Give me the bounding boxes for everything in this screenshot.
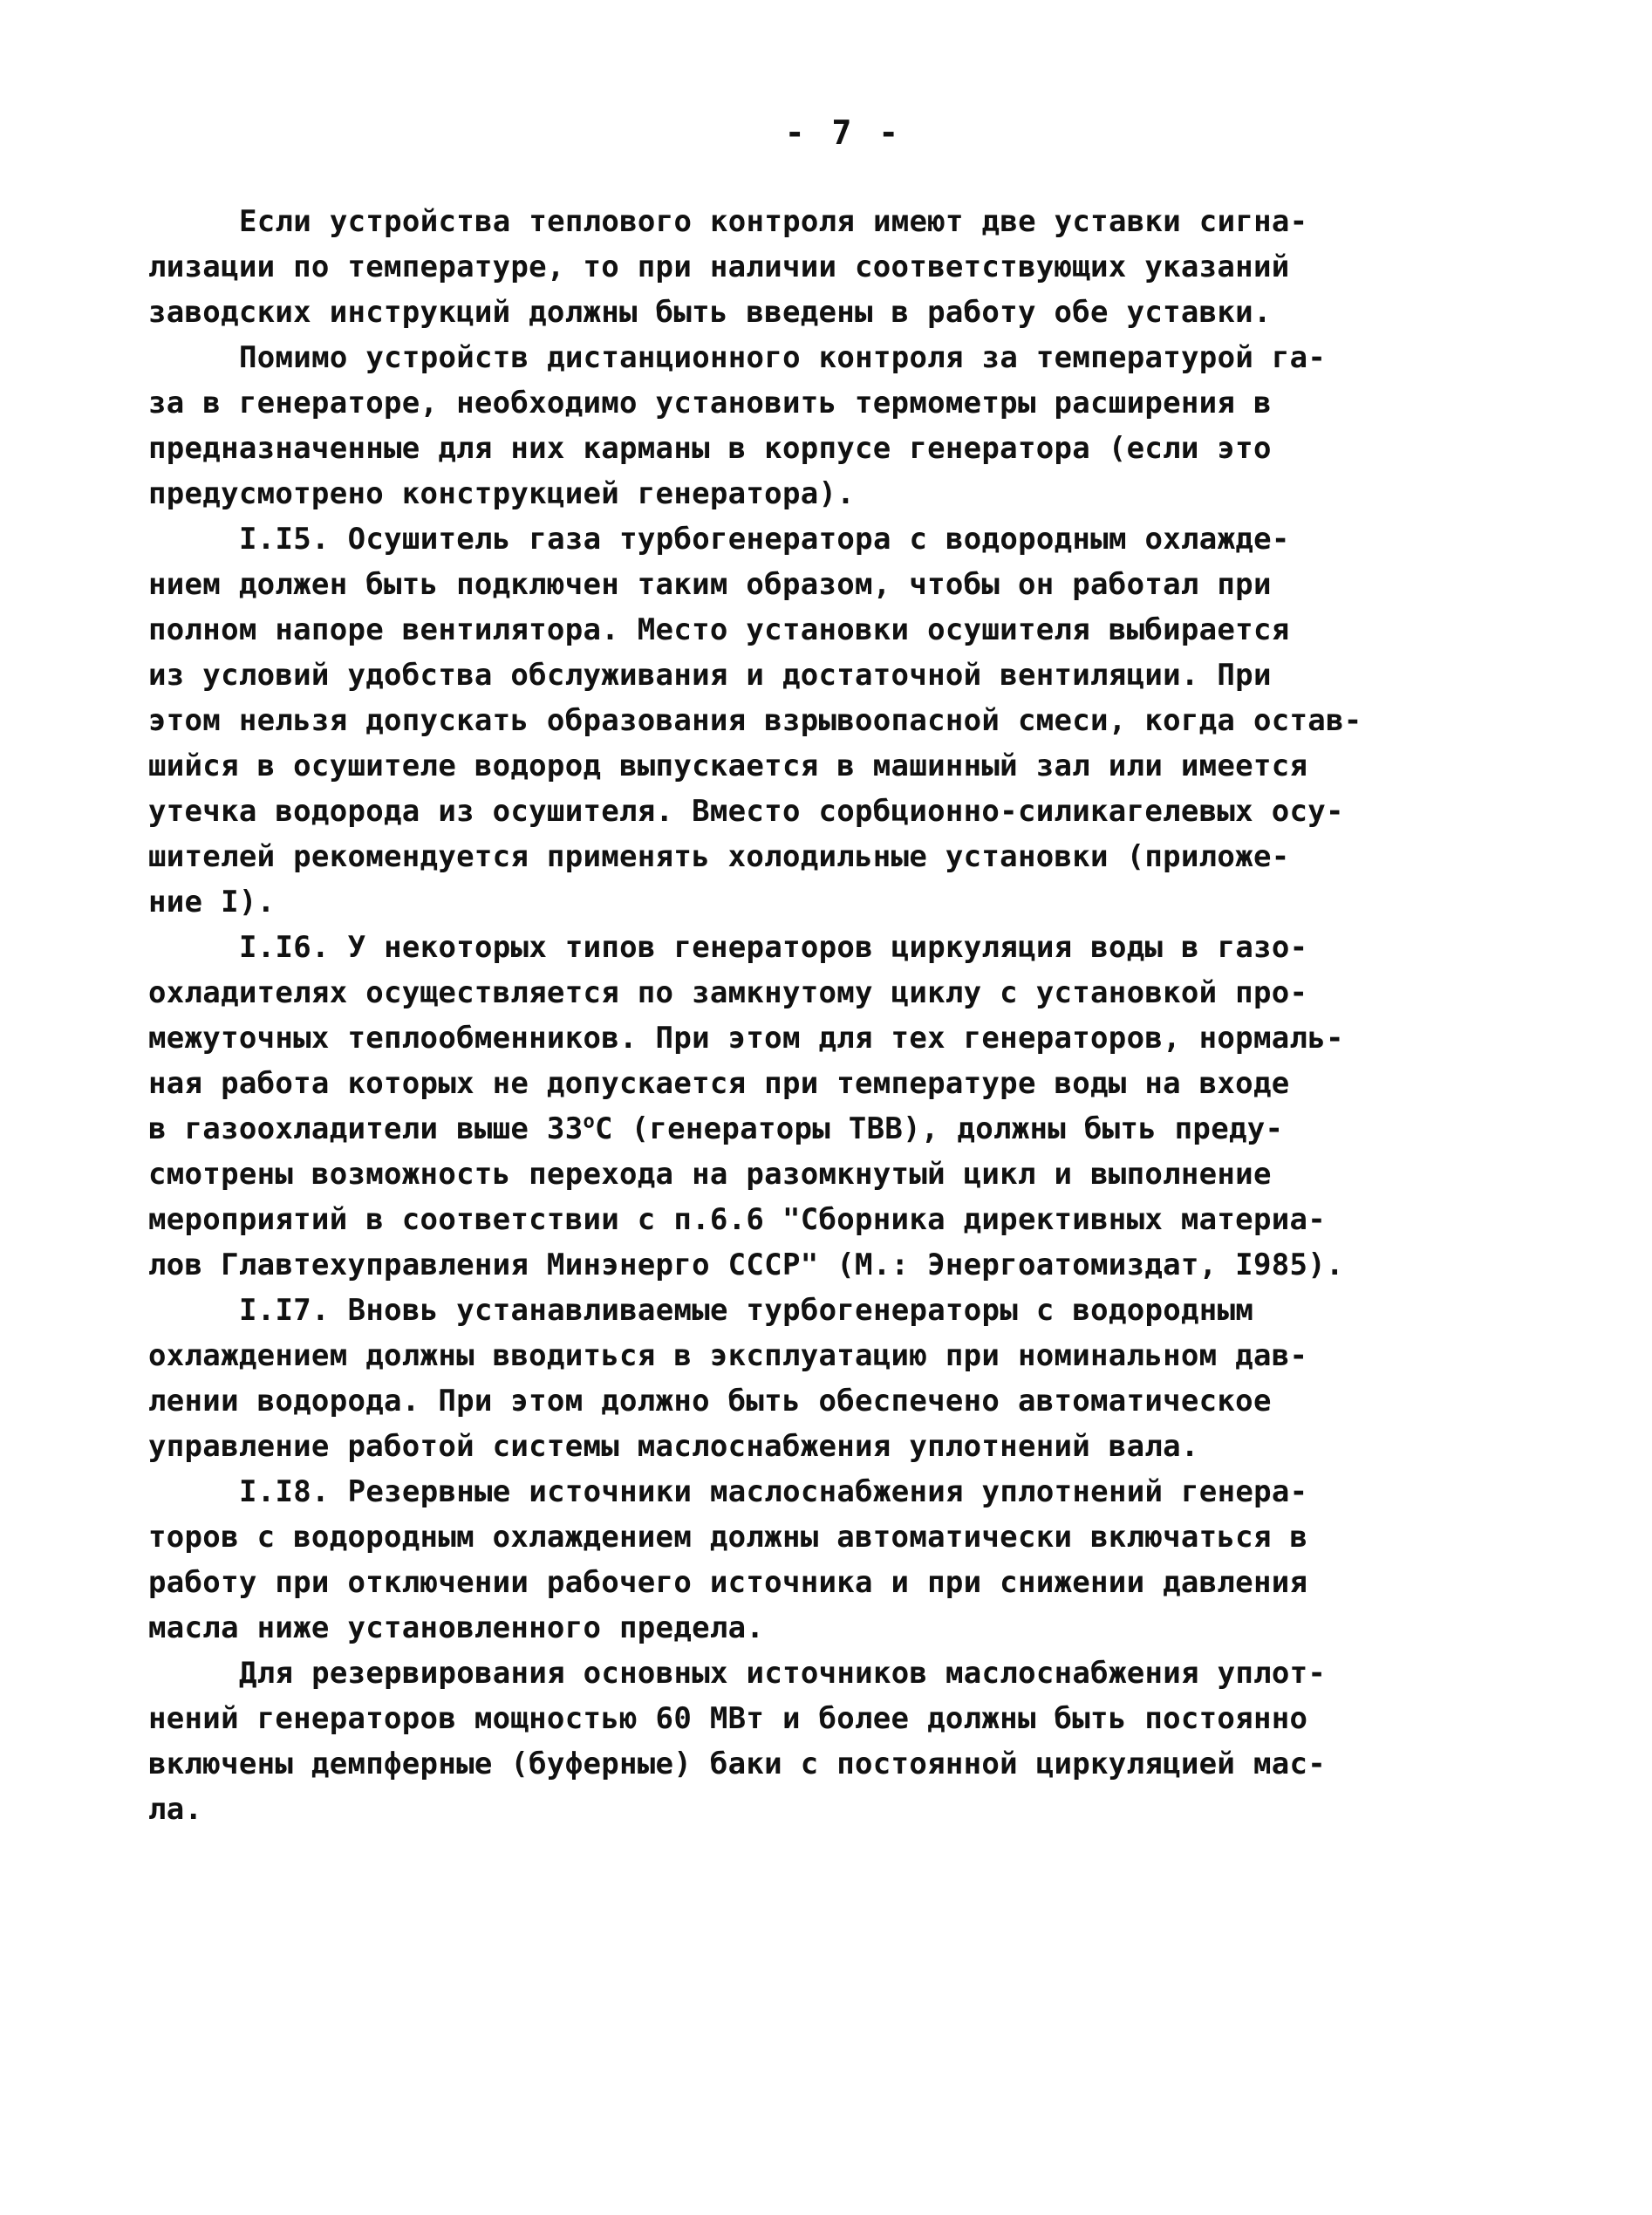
text-line: шийся в осушителе водород выпускается в машинный зал или имеется: [148, 749, 1308, 783]
text-segment: С (генераторы ТВВ), должны быть преду-: [595, 1111, 1284, 1146]
text-line: нений генераторов мощностью 60 МВт и более должны быть постоянно: [148, 1701, 1308, 1736]
text-line: I.I5. Осушитель газа турбогенератора с водородным охлажде-: [239, 522, 1290, 557]
text-line: заводских инструкций должны быть введены в работу обе уставки.: [148, 295, 1272, 330]
text-line: работу при отключении рабочего источника и при снижении давления: [148, 1565, 1308, 1600]
text-line: за в генераторе, необходимо установить термометры расширения в: [148, 386, 1272, 420]
text-line: I.I8. Резервные источники маслоснабжения уплотнений генера-: [239, 1474, 1308, 1509]
page-number: - 7 -: [784, 113, 903, 152]
text-line: смотрены возможность перехода на разомкнутый цикл и выполнение: [148, 1157, 1272, 1192]
text-line: ная работа которых не допускается при температуре воды на входе: [148, 1066, 1290, 1101]
text-line: управление работой системы маслоснабжения уплотнений вала.: [148, 1429, 1199, 1464]
text-segment: в газоохладители выше 33: [148, 1111, 584, 1146]
text-line: полном напоре вентилятора. Место установки осушителя выбирается: [148, 612, 1290, 647]
text-line: нием должен быть подключен таким образом, чтобы он работал при: [148, 567, 1272, 602]
text-line: охлаждением должны вводиться в эксплуатацию при номинальном дав-: [148, 1338, 1308, 1373]
text-line: Для резервирования основных источников маслоснабжения уплот-: [239, 1656, 1327, 1691]
text-line: межуточных теплообменников. При этом для тех генераторов, нормаль-: [148, 1021, 1344, 1056]
body-text: [148, 199, 1387, 1832]
degree-superscript: о: [583, 1111, 596, 1133]
text-line: I.I7. Вновь устанавливаемые турбогенераторы с водородным: [239, 1293, 1254, 1328]
text-line: масла ниже установленного предела.: [148, 1610, 765, 1645]
text-line: этом нельзя допускать образования взрывоопасной смеси, когда остав-: [148, 703, 1362, 738]
text-line: утечка водорода из осушителя. Вместо сорбционно-силикагелевых осу-: [148, 794, 1344, 829]
text-line: шителей рекомендуется применять холодильные установки (приложе-: [148, 839, 1290, 874]
text-line: лов Главтехуправления Минэнерго СССР" (М.: Энергоатомиздат, I985).: [148, 1248, 1344, 1282]
text-line: мероприятий в соответствии с п.6.6 "Сборника директивных материа-: [148, 1202, 1327, 1237]
text-line: Если устройства теплового контроля имеют две уставки сигна-: [239, 204, 1308, 239]
text-line: включены демпферные (буферные) баки с постоянной циркуляцией мас-: [148, 1747, 1327, 1781]
text-line: ние I).: [148, 885, 276, 919]
text-line: из условий удобства обслуживания и достаточной вентиляции. При: [148, 658, 1272, 693]
text-line: [148, 1106, 1387, 1152]
text-line: ла.: [148, 1792, 203, 1827]
text-line: предусмотрено конструкцией генератора).: [148, 476, 856, 511]
text-line: I.I6. У некоторых типов генераторов циркуляция воды в газо-: [239, 930, 1308, 965]
text-line: предназначенные для них карманы в корпусе генератора (если это: [148, 431, 1272, 466]
text-line: Помимо устройств дистанционного контроля за температурой га-: [239, 340, 1327, 375]
text-line: охладителях осуществляется по замкнутому циклу с установкой про-: [148, 975, 1308, 1010]
text-line: торов с водородным охлаждением должны автоматически включаться в: [148, 1520, 1308, 1555]
text-line: лении водорода. При этом должно быть обеспечено автоматическое: [148, 1384, 1272, 1419]
text-line: лизации по температуре, то при наличии соответствующих указаний: [148, 250, 1290, 284]
